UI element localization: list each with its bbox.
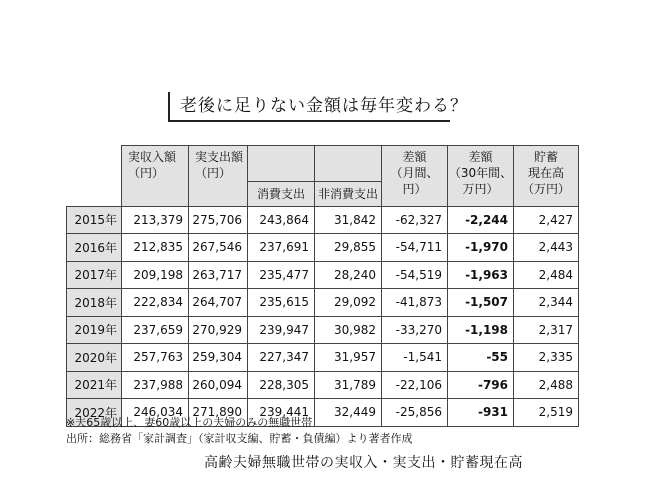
header-diff-30years: 差額 （30年間、 万円） xyxy=(448,146,514,207)
cell-expenditure: 271,890 xyxy=(189,399,248,427)
cell-savings: 2,344 xyxy=(514,289,579,317)
cell-year: 2018年 xyxy=(67,289,122,317)
cell-year: 2021年 xyxy=(67,371,122,399)
cell-diff30: -2,244 xyxy=(448,206,514,234)
cell-savings: 2,484 xyxy=(514,261,579,289)
cell-year: 2016年 xyxy=(67,234,122,262)
table-row xyxy=(67,261,579,289)
cell-non-consumption: 31,842 xyxy=(315,206,382,234)
figure-caption: 高齢夫婦無職世帯の実収入・実支出・貯蓄現在高 xyxy=(204,455,523,471)
cell-diff: -54,711 xyxy=(382,234,448,262)
page-title: 老後に足りない金額は毎年変わる？ xyxy=(180,96,468,116)
header-diff-monthly: 差額 （月間、円） xyxy=(382,146,448,207)
cell-diff: -41,873 xyxy=(382,289,448,317)
cell-income: 257,763 xyxy=(122,344,189,372)
note-household: ※夫65歳以上、妻60歳以上の夫婦のみの無職世帯 xyxy=(66,416,313,429)
cell-non-consumption: 29,092 xyxy=(315,289,382,317)
cell-consumption: 243,864 xyxy=(248,206,315,234)
cell-year: 2017年 xyxy=(67,261,122,289)
cell-diff: -22,106 xyxy=(382,371,448,399)
cell-expenditure: 275,706 xyxy=(189,206,248,234)
cell-savings: 2,317 xyxy=(514,316,579,344)
table-corner xyxy=(67,146,122,207)
header-consumption: 消費支出 xyxy=(248,181,315,206)
cell-expenditure: 259,304 xyxy=(189,344,248,372)
cell-consumption: 227,347 xyxy=(248,344,315,372)
cell-diff30: -1,507 xyxy=(448,289,514,317)
cell-savings: 2,335 xyxy=(514,344,579,372)
cell-expenditure: 264,707 xyxy=(189,289,248,317)
cell-expenditure: 260,094 xyxy=(189,371,248,399)
cell-consumption: 235,477 xyxy=(248,261,315,289)
cell-savings: 2,488 xyxy=(514,371,579,399)
cell-consumption: 239,441 xyxy=(248,399,315,427)
table-row xyxy=(67,371,579,399)
cell-income: 209,198 xyxy=(122,261,189,289)
header-expenditure-spacer-1 xyxy=(248,146,315,182)
header-expenditure-spacer-2 xyxy=(315,146,382,182)
table-body xyxy=(67,206,579,426)
cell-income: 237,659 xyxy=(122,316,189,344)
cell-diff: -1,541 xyxy=(382,344,448,372)
cell-non-consumption: 32,449 xyxy=(315,399,382,427)
cell-diff30: -1,198 xyxy=(448,316,514,344)
header-expenditure-blank xyxy=(189,181,248,206)
cell-diff30: -796 xyxy=(448,371,514,399)
cell-consumption: 235,615 xyxy=(248,289,315,317)
cell-income: 213,379 xyxy=(122,206,189,234)
cell-expenditure: 267,546 xyxy=(189,234,248,262)
cell-diff30: -55 xyxy=(448,344,514,372)
data-table xyxy=(66,145,579,427)
cell-income: 212,835 xyxy=(122,234,189,262)
table-row xyxy=(67,289,579,317)
cell-year: 2015年 xyxy=(67,206,122,234)
cell-income: 237,988 xyxy=(122,371,189,399)
cell-income: 222,834 xyxy=(122,289,189,317)
cell-non-consumption: 28,240 xyxy=(315,261,382,289)
cell-year: 2022年 xyxy=(67,399,122,427)
cell-expenditure: 270,929 xyxy=(189,316,248,344)
cell-savings: 2,519 xyxy=(514,399,579,427)
cell-consumption: 239,947 xyxy=(248,316,315,344)
cell-diff30: -1,970 xyxy=(448,234,514,262)
cell-non-consumption: 29,855 xyxy=(315,234,382,262)
cell-consumption: 228,305 xyxy=(248,371,315,399)
cell-diff: -25,856 xyxy=(382,399,448,427)
header-non-consumption: 非消費支出 xyxy=(315,181,382,206)
cell-diff: -62,327 xyxy=(382,206,448,234)
cell-diff30: -1,963 xyxy=(448,261,514,289)
cell-non-consumption: 31,789 xyxy=(315,371,382,399)
cell-year: 2020年 xyxy=(67,344,122,372)
cell-non-consumption: 30,982 xyxy=(315,316,382,344)
table-row xyxy=(67,234,579,262)
header-savings: 貯蓄 現在高 （万円） xyxy=(514,146,579,207)
cell-diff30: -931 xyxy=(448,399,514,427)
cell-consumption: 237,691 xyxy=(248,234,315,262)
table-row xyxy=(67,344,579,372)
cell-diff: -33,270 xyxy=(382,316,448,344)
cell-savings: 2,443 xyxy=(514,234,579,262)
cell-year: 2019年 xyxy=(67,316,122,344)
header-expenditure: 実支出額 （円） xyxy=(189,146,248,182)
cell-diff: -54,519 xyxy=(382,261,448,289)
cell-savings: 2,427 xyxy=(514,206,579,234)
cell-expenditure: 263,717 xyxy=(189,261,248,289)
table-row xyxy=(67,206,579,234)
cell-income: 246,034 xyxy=(122,399,189,427)
header-income: 実収入額 （円） xyxy=(122,146,189,207)
cell-non-consumption: 31,957 xyxy=(315,344,382,372)
note-source: 出所：総務省「家計調査」（家計収支編、貯蓄・負債編）より著者作成 xyxy=(66,432,413,445)
table-row xyxy=(67,316,579,344)
